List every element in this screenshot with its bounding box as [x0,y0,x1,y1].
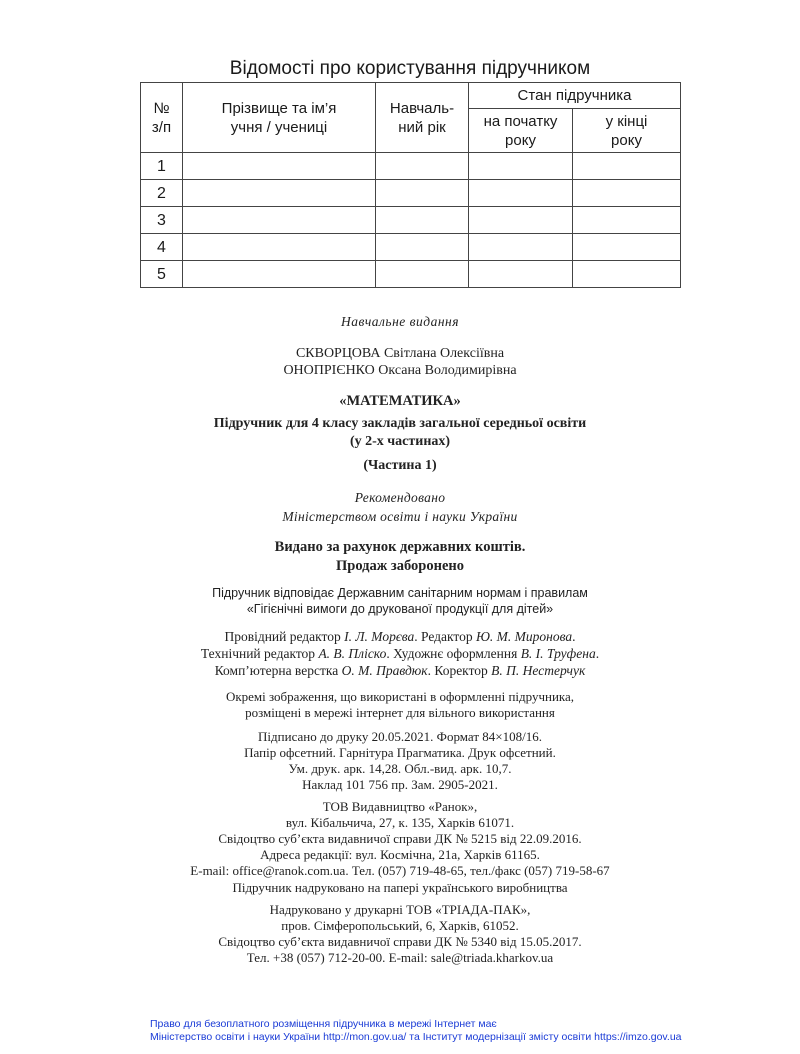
book-part: (Частина 1) [363,458,437,473]
publisher-info: ТОВ Видавництво «Ранок», вул. Кібальчича, 27, к. 135, Харків 61071. Свідоцтво суб’єкта видавничої справи ДК № 5215 від 22.09.2016. Адреса редакції: вул. Космічна, 21а, Харків 61165. E-mail: office@ranok.com.ua. Тел. (057) 719-48-65, тел./факс (057) 719-58-67 [190,799,610,878]
editor-line: Провідний редактор І. Л. Морєва. Редактор Ю. М. Миронова. [224,629,576,644]
usage-table-title: Відомості про користування підручником [229,58,591,79]
table-row [141,180,681,207]
table-row [141,207,681,234]
name-cell [183,153,376,180]
name-cell [183,261,376,288]
name-cell [183,180,376,207]
images-note: Окремі зображення, що використані в оформленні підручника, розміщені в мережі інтернет для вільного використання [225,689,575,720]
table-row [141,261,681,288]
header-condition-start: на початку року [469,109,573,153]
book-title: «МАТЕМАТИКА» [339,393,461,409]
row-number: 5 [141,261,183,288]
author-name: ОНОПРІЄНКО Оксана Володимирівна [283,363,517,378]
header-condition-end: у кінці року [573,109,681,153]
end-cell [573,234,681,261]
start-cell [469,261,573,288]
footer-note: Право для безоплатного розміщення підручника в мережі Інтернет має Міністерство освіти і науки України http://mon.gov.ua/ та Інститут модернізації змісту освіти https://imzo.gov.ua [150,1018,682,1043]
recommendation: Рекомендовано Міністерством освіти і науки України [282,490,518,524]
end-cell [573,153,681,180]
editor-line: Комп’ютерна верстка О. М. Правдюк. Коректор В. П. Нестерчук [214,663,586,678]
table-row [141,153,681,180]
table-row [141,234,681,261]
year-cell [376,207,469,234]
row-number: 4 [141,234,183,261]
header-school-year: Навчаль- ний рік [376,83,469,153]
header-number: № з/п [141,83,183,153]
year-cell [376,234,469,261]
name-cell [183,207,376,234]
print-details: Підписано до друку 20.05.2021. Формат 84×108/16. Папір офсетний. Гарнітура Прагматика. Друк офсетний. Ум. друк. арк. 14,28. Обл.-вид. арк. 10,7. Наклад 101 756 пр. Зам. 2905-2021. [244,729,556,792]
printer-info: Надруковано у друкарні ТОВ «ТРІАДА-ПАК», пров. Сімферопольський, 6, Харків, 61052. Свідоцтво суб’єкта видавничої справи ДК № 5340 від 15.05.2017. Тел. +38 (057) 712-20-00. E-mail: sale@triada.kharkov.ua [218,902,582,965]
sanitary-note: Підручник відповідає Державним санітарним нормам і правилам «Гігієнічні вимоги до друкованої продукції для дітей» [212,586,588,616]
end-cell [573,261,681,288]
edition-type: Навчальне видання [340,314,459,329]
funding-note: Видано за рахунок державних коштів. Продаж заборонено [274,539,526,574]
paper-note: Підручник надруковано на папері українського виробництва [232,880,568,895]
name-cell [183,234,376,261]
editors [0,628,800,679]
year-cell [376,261,469,288]
row-number: 1 [141,153,183,180]
usage-table [140,82,681,288]
author-name: СКВОРЦОВА Світлана Олексіївна [295,346,505,361]
header-student-name: Прізвище та ім’я учня / учениці [183,83,376,153]
year-cell [376,153,469,180]
start-cell [469,180,573,207]
end-cell [573,207,681,234]
row-number: 3 [141,207,183,234]
header-condition: Стан підручника [469,83,681,109]
year-cell [376,180,469,207]
end-cell [573,180,681,207]
book-subtitle: Підручник для 4 класу закладів загальної середньої освіти (у 2-х частинах) [213,416,587,449]
row-number: 2 [141,180,183,207]
start-cell [469,153,573,180]
authors [0,345,800,379]
start-cell [469,207,573,234]
editor-line: Технічний редактор А. В. Пліско. Художнє оформлення В. І. Труфена. [200,646,600,661]
start-cell [469,234,573,261]
